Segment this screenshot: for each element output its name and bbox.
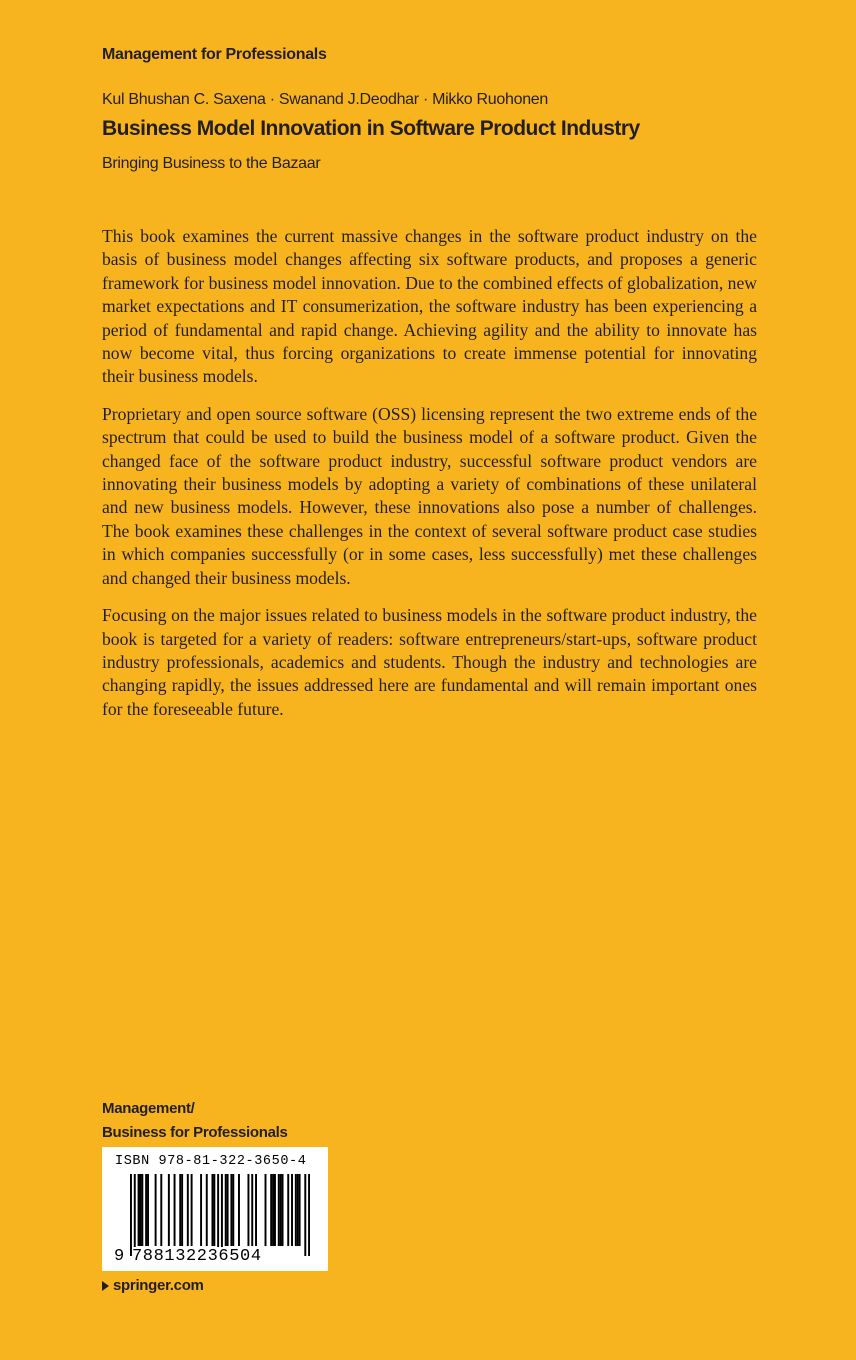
isbn-number: ISBN 978-81-322-3650-4 <box>115 1154 307 1169</box>
category-line: Management/ <box>102 1100 195 1117</box>
barcode-bar <box>141 1174 143 1246</box>
barcode-bar <box>130 1174 132 1256</box>
barcode-bar <box>251 1174 253 1246</box>
barcode-bars <box>130 1174 310 1256</box>
barcode-bar <box>155 1174 157 1246</box>
description-paragraph: This book examines the current massive changes in the software product industry on the basis of business model changes affecting six software products, and proposes a generic framework for business model innovation. Due to the combined effects of globalization, new market expectations and IT consumerization, the software industry has been experiencing a period of fundamental and rapid change. Achieving agility and the ability to innovate has now become vital, thus forcing organizations to create immense potential for innovating their business models. <box>102 226 757 387</box>
barcode-bar <box>278 1174 280 1246</box>
book-subtitle: Bringing Business to the Bazaar <box>102 155 321 172</box>
barcode-bar <box>308 1174 310 1256</box>
barcode-bar <box>147 1174 149 1246</box>
barcode-bar <box>282 1174 284 1246</box>
barcode-bar <box>238 1174 240 1246</box>
description-paragraph: Proprietary and open source software (OSS) licensing represent the two extreme ends of the spectrum that could be used to build the business model of a software product. Given the changed face of the software product industry, successful software product vendors are innovating their business models by adopting a variety of combinations of these unilateral and new business models. However, these innovations also pose a number of challenges. The book examines these challenges in the context of several software product case studies in which companies successfully (or in some cases, less successfully) met these challenges and changed their business models. <box>102 403 757 588</box>
barcode-bar <box>138 1174 140 1246</box>
arrow-right-icon <box>102 1281 109 1291</box>
barcode-bar <box>270 1174 272 1246</box>
barcode-bar <box>297 1174 299 1246</box>
barcode-bar <box>225 1174 227 1246</box>
barcode-bar <box>217 1174 219 1256</box>
barcode-bar <box>287 1174 289 1246</box>
barcode-bar <box>265 1174 267 1246</box>
barcode-bar <box>299 1174 301 1246</box>
barcode-bar <box>227 1174 229 1246</box>
book-description <box>102 225 757 735</box>
website-label: springer.com <box>113 1277 204 1294</box>
barcode-bar <box>232 1174 234 1246</box>
series-name: Management for Professionals <box>102 46 327 63</box>
isbn-barcode <box>102 1147 328 1271</box>
barcode-bar <box>295 1174 297 1246</box>
barcode-bar <box>134 1174 136 1256</box>
barcode-bar <box>221 1174 223 1256</box>
barcode-bar <box>187 1174 189 1246</box>
ean-digits-text: 788132236504 <box>132 1247 262 1266</box>
book-title: Business Model Innovation in Software Product Industry <box>102 117 640 140</box>
barcode-bar <box>213 1174 215 1246</box>
barcode-bar <box>280 1174 282 1246</box>
category-line: Business for Professionals <box>102 1124 288 1141</box>
ean-first-digit: 9 <box>114 1247 125 1266</box>
barcode-bar <box>291 1174 293 1246</box>
barcode-bar <box>200 1174 202 1246</box>
barcode-bar <box>139 1174 141 1246</box>
author-list: Kul Bhushan C. Saxena · Swanand J.Deodhar · Mikko Ruohonen <box>102 91 548 108</box>
barcode-bar <box>206 1174 208 1246</box>
barcode-bar <box>168 1174 170 1246</box>
barcode-bar <box>181 1174 183 1246</box>
barcode-bar <box>230 1174 232 1246</box>
barcode-bar <box>174 1174 176 1246</box>
subject-category <box>102 1097 288 1145</box>
description-paragraph: Focusing on the major issues related to business models in the software product industry, the book is targeted for a variety of readers: software entrepreneurs/start-ups, software product industry professionals, academics and students. Though the industry and technologies are changing rapidly, the issues addressed here are fundamental and will remain important ones for the foreseeable future. <box>102 605 757 719</box>
barcode-bar <box>145 1174 147 1246</box>
barcode-bar <box>255 1174 257 1246</box>
barcode-bar <box>304 1174 306 1256</box>
barcode-bar <box>272 1174 274 1246</box>
barcode-bar <box>179 1174 181 1246</box>
barcode-bar <box>274 1174 276 1246</box>
barcode-bar <box>191 1174 193 1246</box>
barcode-bar <box>211 1174 213 1246</box>
barcode-bar <box>247 1174 249 1246</box>
barcode-bar <box>160 1174 162 1246</box>
publisher-website[interactable] <box>102 1277 204 1294</box>
ean-digits <box>132 1247 262 1266</box>
